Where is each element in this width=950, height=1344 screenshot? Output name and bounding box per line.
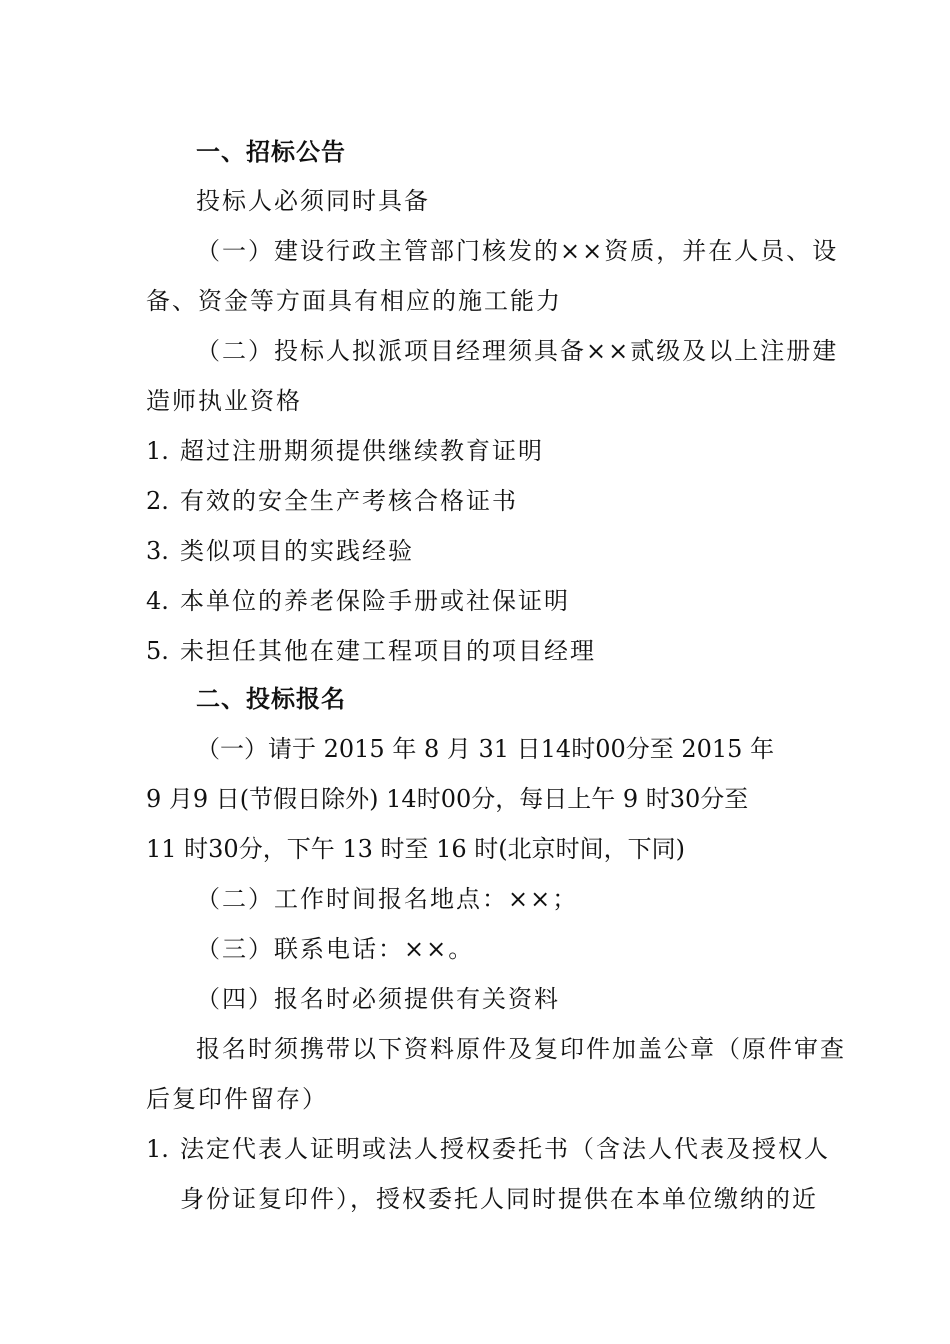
paragraph-line: 9 月9 日(节假日除外) 14时00分，每日上午 9 时30分至 (146, 785, 749, 813)
list-item: 4. 本单位的养老保险手册或社保证明 (146, 587, 570, 615)
section-heading-bid-registration: 二、投标报名 (196, 685, 346, 713)
paragraph-line: （三）联系电话：××。 (196, 935, 475, 963)
paragraph-line: （二）工作时间报名地点：××； (196, 885, 579, 913)
paragraph-line: （四）报名时必须提供有关资料 (196, 985, 560, 1013)
paragraph-line: 报名时须携带以下资料原件及复印件加盖公章（原件审查 (196, 1035, 846, 1063)
list-item-continuation: 身份证复印件），授权委托人同时提供在本单位缴纳的近 (180, 1185, 818, 1213)
paragraph-line: 后复印件留存） (146, 1085, 328, 1113)
list-item: 3. 类似项目的实践经验 (146, 537, 414, 565)
list-item: 5. 未担任其他在建工程项目的项目经理 (146, 637, 596, 665)
paragraph-line: （二）投标人拟派项目经理须具备××贰级及以上注册建 (196, 337, 839, 365)
paragraph-line: 造师执业资格 (146, 387, 302, 415)
paragraph-line: （一）建设行政主管部门核发的××资质，并在人员、设 (196, 237, 839, 265)
paragraph-line: （一）请于 2015 年 8 月 31 日14时00分至 2015 年 (196, 735, 775, 763)
section-heading-bid-announcement: 一、招标公告 (196, 138, 346, 166)
paragraph-line: 投标人必须同时具备 (196, 187, 430, 215)
list-item: 1. 法定代表人证明或法人授权委托书（含法人代表及授权人 (146, 1135, 830, 1163)
list-item: 2. 有效的安全生产考核合格证书 (146, 487, 518, 515)
paragraph-line: 备、资金等方面具有相应的施工能力 (146, 287, 562, 315)
paragraph-line: 11 时30分，下午 13 时至 16 时(北京时间，下同) (146, 835, 686, 863)
list-item: 1. 超过注册期须提供继续教育证明 (146, 437, 544, 465)
